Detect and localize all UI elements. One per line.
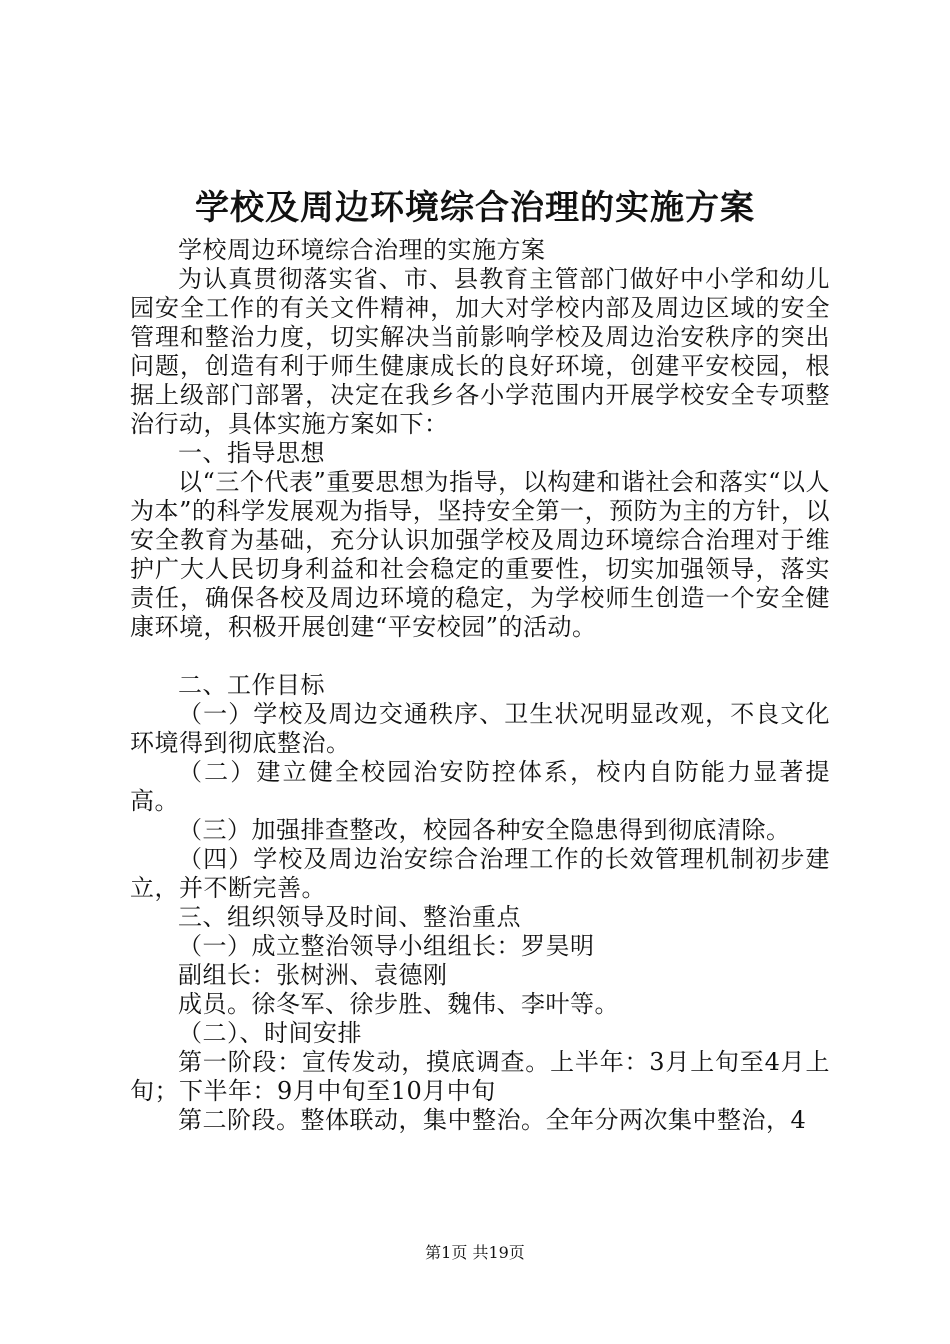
- goal-item-3: （三）加强排查整改，校园各种安全隐患得到彻底清除。: [178, 816, 791, 844]
- document-body: [130, 236, 830, 1135]
- paragraph-subtitle: 学校周边环境综合治理的实施方案: [178, 236, 546, 264]
- goal-item-2: （二）建立健全校园治安防控体系，校内自防能力显著提高。: [130, 758, 830, 815]
- paragraph-guiding-ideology: 以“三个代表”重要思想为指导，以构建和谐社会和落实“以人为本”的科学发展观为指导，坚持安全第一，预防为主的方针，以安全教育为基础，充分认识加强学校及周边环境综合治理对于维护广大人民切身利益和社会稳定的重要性，切实加强领导，落实责任，确保各校及周边环境的稳定，为学校师生创造一个安全健康环境，积极开展创建“平安校园”的活动。: [130, 468, 830, 641]
- page-footer: 第1页 共19页: [425, 1243, 525, 1262]
- paragraph-intro: 为认真贯彻落实省、市、县教育主管部门做好中小学和幼儿园安全工作的有关文件精神，加大对学校内部及周边区域的安全管理和整治力度，切实解决当前影响学校及周边治安秩序的突出问题，创造有利于师生健康成长的良好环境，创建平安校园，根据上级部门部署，决定在我乡各小学范围内开展学校安全专项整治行动，具体实施方案如下：: [130, 265, 830, 438]
- goal-item-4: （四）学校及周边治安综合治理工作的长效管理机制初步建立，并不断完善。: [130, 845, 830, 902]
- document-title: 学校及周边环境综合治理的实施方案: [195, 188, 755, 228]
- heading-schedule: （二）、时间安排: [178, 1019, 362, 1047]
- heading-work-goals: 二、工作目标: [178, 671, 325, 699]
- heading-guiding-ideology: 一、指导思想: [178, 439, 325, 467]
- paragraph-members: 成员。徐冬军、徐步胜、魏伟、李叶等。: [178, 990, 619, 1018]
- paragraph-leader: （一）成立整治领导小组组长：罗昊明: [178, 932, 595, 960]
- goal-item-1: （一）学校及周边交通秩序、卫生状况明显改观，不良文化环境得到彻底整治。: [130, 700, 830, 757]
- paragraph-deputy-leader: 副组长：张树洲、袁德刚: [178, 961, 448, 989]
- paragraph-stage-1: 第一阶段：宣传发动，摸底调查。上半年：3月上旬至4月上旬；下半年：9月中旬至10月中旬: [130, 1048, 830, 1105]
- paragraph-stage-2: 第二阶段。整体联动，集中整治。全年分两次集中整治，4: [178, 1106, 807, 1134]
- heading-organization: 三、组织领导及时间、整治重点: [178, 903, 521, 931]
